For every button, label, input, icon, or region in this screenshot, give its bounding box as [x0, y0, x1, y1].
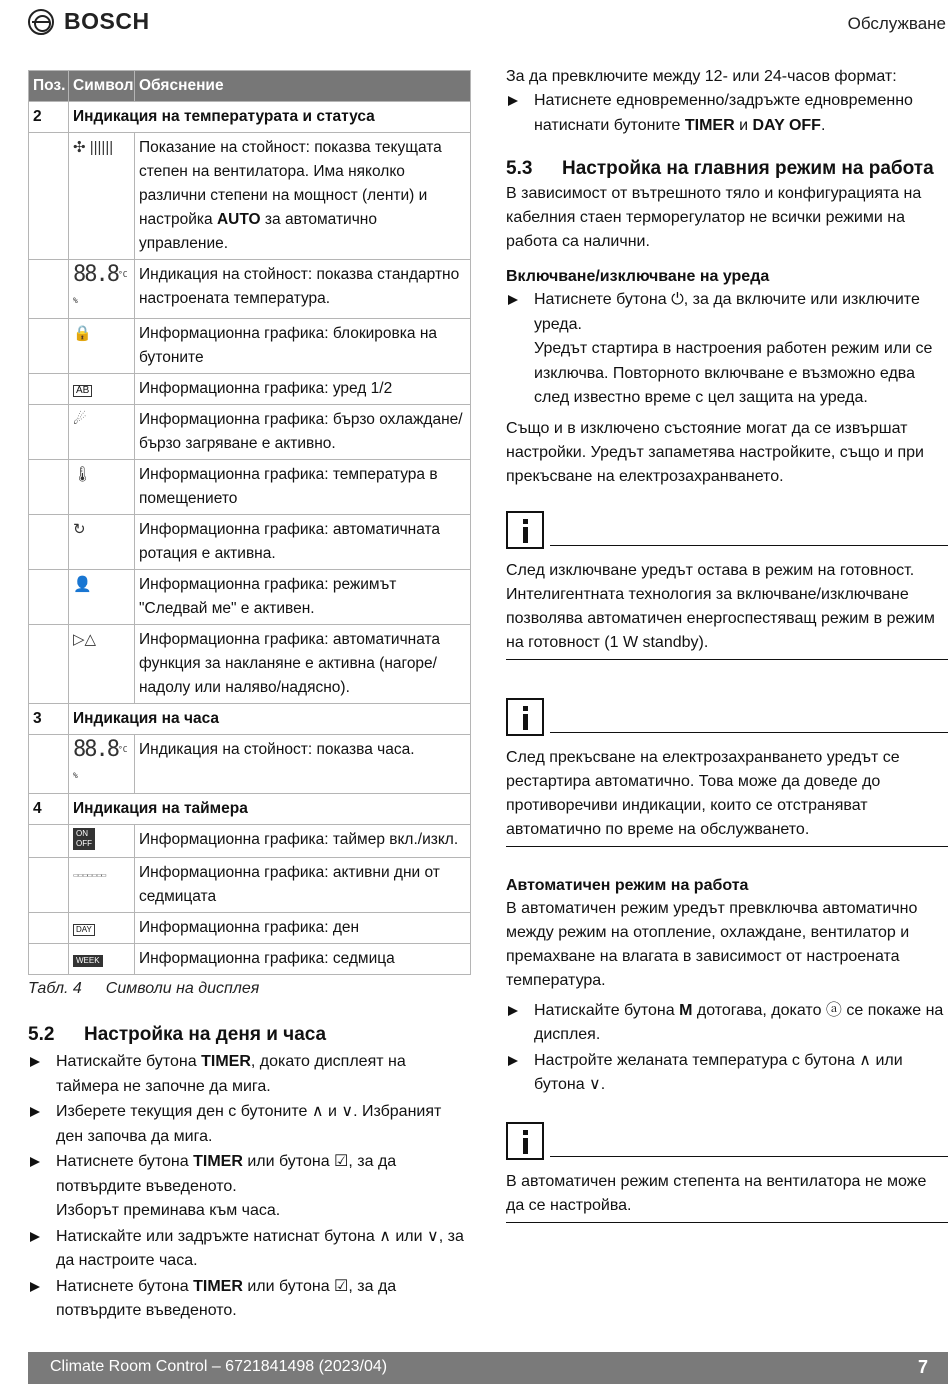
footer-text: Climate Room Control – 6721841498 (2023/04) — [50, 1358, 388, 1375]
caption-label: Табл. 4 — [28, 980, 82, 997]
divider — [550, 732, 948, 733]
group-title: Индикация на таймера — [69, 794, 471, 825]
ab-icon: AB — [69, 374, 135, 405]
divider — [550, 1156, 948, 1157]
pos-cell-empty — [29, 858, 69, 913]
explanation-cell: Показание на стойност: показва текущата степен на вентилатора. Има няколко различни степени на мощност (ленти) и настройка AUTO за автоматично управление. — [135, 133, 471, 260]
info-icon — [506, 511, 544, 549]
table-row — [29, 913, 471, 944]
pos-cell: 4 — [29, 794, 69, 825]
info-text: В автоматичен режим степента на вентилатора не може да се настройва. — [506, 1170, 948, 1223]
pos-cell-empty — [29, 944, 69, 975]
group-title: Индикация на температурата и статуса — [69, 102, 471, 133]
page-header — [28, 6, 948, 40]
rotation-icon: ↻ — [69, 515, 135, 570]
table-row — [29, 858, 471, 913]
col-header-explanation: Обяснение — [135, 71, 471, 102]
table-group-row — [29, 794, 471, 825]
section-heading — [506, 158, 948, 180]
pos-cell-empty — [29, 625, 69, 704]
divider — [550, 545, 948, 546]
info-note-2 — [506, 692, 948, 847]
table-body — [29, 102, 471, 975]
onoff-instruction: Натиснете бутона ⏻, за да включите или изключите уреда. Уредът стартира в настроения работен режим или се изключва. Повторното включване е възможно едва след известно време с цел защита на уреда. — [506, 288, 948, 411]
table-row — [29, 260, 471, 319]
pos-cell-empty — [29, 460, 69, 515]
on-off-icon: ON OFF — [69, 825, 135, 858]
pos-cell: 3 — [29, 704, 69, 735]
day-icon: DAY — [69, 913, 135, 944]
explanation-cell: Информационна графика: уред 1/2 — [135, 374, 471, 405]
pos-cell-empty — [29, 133, 69, 260]
table-row — [29, 374, 471, 405]
info-icon — [506, 1122, 544, 1160]
col-header-pos: Поз. — [29, 71, 69, 102]
section-5-2 — [28, 1024, 472, 1324]
onoff-paragraph: Също и в изключено състояние могат да се извършат настройки. Уредът запаметява настройките, също и при прекъсване на електрозахранването. — [506, 419, 924, 485]
subheading-onoff: Включване/изключване на уреда — [506, 268, 770, 285]
explanation-cell: Информационна графика: автоматичната функция за накланяне е активна (нагоре/надолу или наляво/надясно). — [135, 625, 471, 704]
list-item: Натиснете бутона TIMER или бутона ☑, за да потвърдите въведеното. Изборът преминава към часа. — [28, 1150, 472, 1224]
table-row — [29, 405, 471, 460]
subheading-auto: Автоматичен режим на работа — [506, 876, 749, 894]
format-instruction: Натиснете едновременно/задръжте едновременно натиснати бутоните TIMER и DAY OFF. — [506, 89, 948, 138]
col-header-symbol: Символ — [69, 71, 135, 102]
table-row — [29, 735, 471, 794]
pos-cell-empty — [29, 735, 69, 794]
section-heading — [28, 1024, 472, 1046]
pos-cell-empty — [29, 319, 69, 374]
fan-bars-icon: ✣ |||||| — [69, 133, 135, 260]
bosch-logo — [28, 8, 150, 35]
table-header-row — [29, 71, 471, 102]
table-row — [29, 460, 471, 515]
pos-cell-empty — [29, 405, 69, 460]
explanation-cell: Информационна графика: ден — [135, 913, 471, 944]
explanation-cell: Индикация на стойност: показва стандартно настроената температура. — [135, 260, 471, 319]
pos-cell: 2 — [29, 102, 69, 133]
section-title: Настройка на главния режим на работа — [562, 158, 934, 179]
table-group-row — [29, 102, 471, 133]
pos-cell-empty — [29, 260, 69, 319]
explanation-cell: Информационна графика: активни дни от седмицата — [135, 858, 471, 913]
info-icon — [506, 698, 544, 736]
table-group-row — [29, 704, 471, 735]
page-footer — [28, 1352, 948, 1384]
swing-icon: ▷△ — [69, 625, 135, 704]
table-row — [29, 570, 471, 625]
table-row — [29, 515, 471, 570]
bosch-armature-icon — [28, 9, 54, 35]
pos-cell-empty — [29, 374, 69, 405]
lcd-digits-icon: $88.8^{^\circ C \%}$ — [69, 735, 135, 794]
section-label: Обслужване — [847, 14, 946, 33]
brand-name: BOSCH — [64, 8, 150, 34]
thermometer-icon: 🌡 — [69, 460, 135, 515]
auto-paragraph: В автоматичен режим уредът превключва автоматично между режим на отопление, охлаждане, вентилатор и премахване на влагата в зависимост от настроената температура. — [506, 899, 918, 989]
section-number: 5.2 — [28, 1024, 55, 1045]
turbo-icon: ☄ — [69, 405, 135, 460]
section-intro: В зависимост от вътрешното тяло и конфигурацията на кабелния стаен терморегулатор не всички режими на работа са налични. — [506, 185, 922, 250]
table-row — [29, 625, 471, 704]
explanation-cell: Информационна графика: седмица — [135, 944, 471, 975]
lcd-digits-icon: $88.8^{^\circ C \%}$ — [69, 260, 135, 319]
explanation-cell: Информационна графика: автоматичната ротация е активна. — [135, 515, 471, 570]
explanation-cell: Информационна графика: таймер вкл./изкл. — [135, 825, 471, 858]
info-note-3 — [506, 1116, 948, 1223]
section-number: 5.3 — [506, 158, 533, 179]
pos-cell-empty — [29, 515, 69, 570]
section-title: Настройка на деня и часа — [84, 1024, 327, 1045]
explanation-cell: Информационна графика: бързо охлаждане/бързо загряване е активно. — [135, 405, 471, 460]
weekdays-icon: ▭▭▭▭▭▭▭ — [69, 858, 135, 913]
info-text: След прекъсване на електрозахранването уредът се рестартира автоматично. Това може да доведе до противоречиви индикации, които се отстраняват автоматично по време на обслужването. — [506, 746, 948, 847]
list-item: Натискайте бутона TIMER, докато дисплеят на таймера не започне да мига. — [28, 1050, 472, 1099]
right-column — [506, 65, 948, 1223]
lock-icon: 🔒 — [69, 319, 135, 374]
explanation-cell: Информационна графика: температура в помещението — [135, 460, 471, 515]
format-intro: За да превключите между 12- или 24-часов формат: — [506, 68, 897, 85]
pos-cell-empty — [29, 913, 69, 944]
list-item: Настройте желаната температура с бутона ∧ или бутона ∨. — [506, 1049, 948, 1098]
table-row — [29, 319, 471, 374]
table-row — [29, 944, 471, 975]
explanation-cell: Информационна графика: режимът "Следвай ме" е активен. — [135, 570, 471, 625]
explanation-cell: Информационна графика: блокировка на бутоните — [135, 319, 471, 374]
week-icon: WEEK — [69, 944, 135, 975]
table-row — [29, 825, 471, 858]
list-item: Изберете текущия ден с бутоните ∧ и ∨. Избраният ден започва да мига. — [28, 1100, 472, 1149]
pos-cell-empty — [29, 570, 69, 625]
auto-instruction-list — [506, 999, 948, 1098]
pos-cell-empty — [29, 825, 69, 858]
list-item: Натискайте или задръжте натиснат бутона ∧ или ∨, за да настроите часа. — [28, 1225, 472, 1274]
person-icon: 👤 — [69, 570, 135, 625]
table-caption — [28, 980, 259, 998]
info-text: След изключване уредът остава в режим на готовност. Интелигентната технология за включване/изключване позволява автоматичен енергоспестяващ режим в режим на готовност (1 W standby). — [506, 559, 948, 660]
page-number: 7 — [917, 1357, 928, 1377]
list-item: Натиснете бутона TIMER или бутона ☑, за да потвърдите въведеното. — [28, 1275, 472, 1324]
list-item: Натискайте бутона M дотогава, докато ⓐ се покаже на дисплея. — [506, 999, 948, 1048]
group-title: Индикация на часа — [69, 704, 471, 735]
info-note-1 — [506, 505, 948, 660]
table-row — [29, 133, 471, 260]
explanation-cell: Индикация на стойност: показва часа. — [135, 735, 471, 794]
instruction-list — [28, 1050, 472, 1324]
symbols-table — [28, 70, 471, 975]
caption-text: Символи на дисплея — [105, 980, 260, 997]
